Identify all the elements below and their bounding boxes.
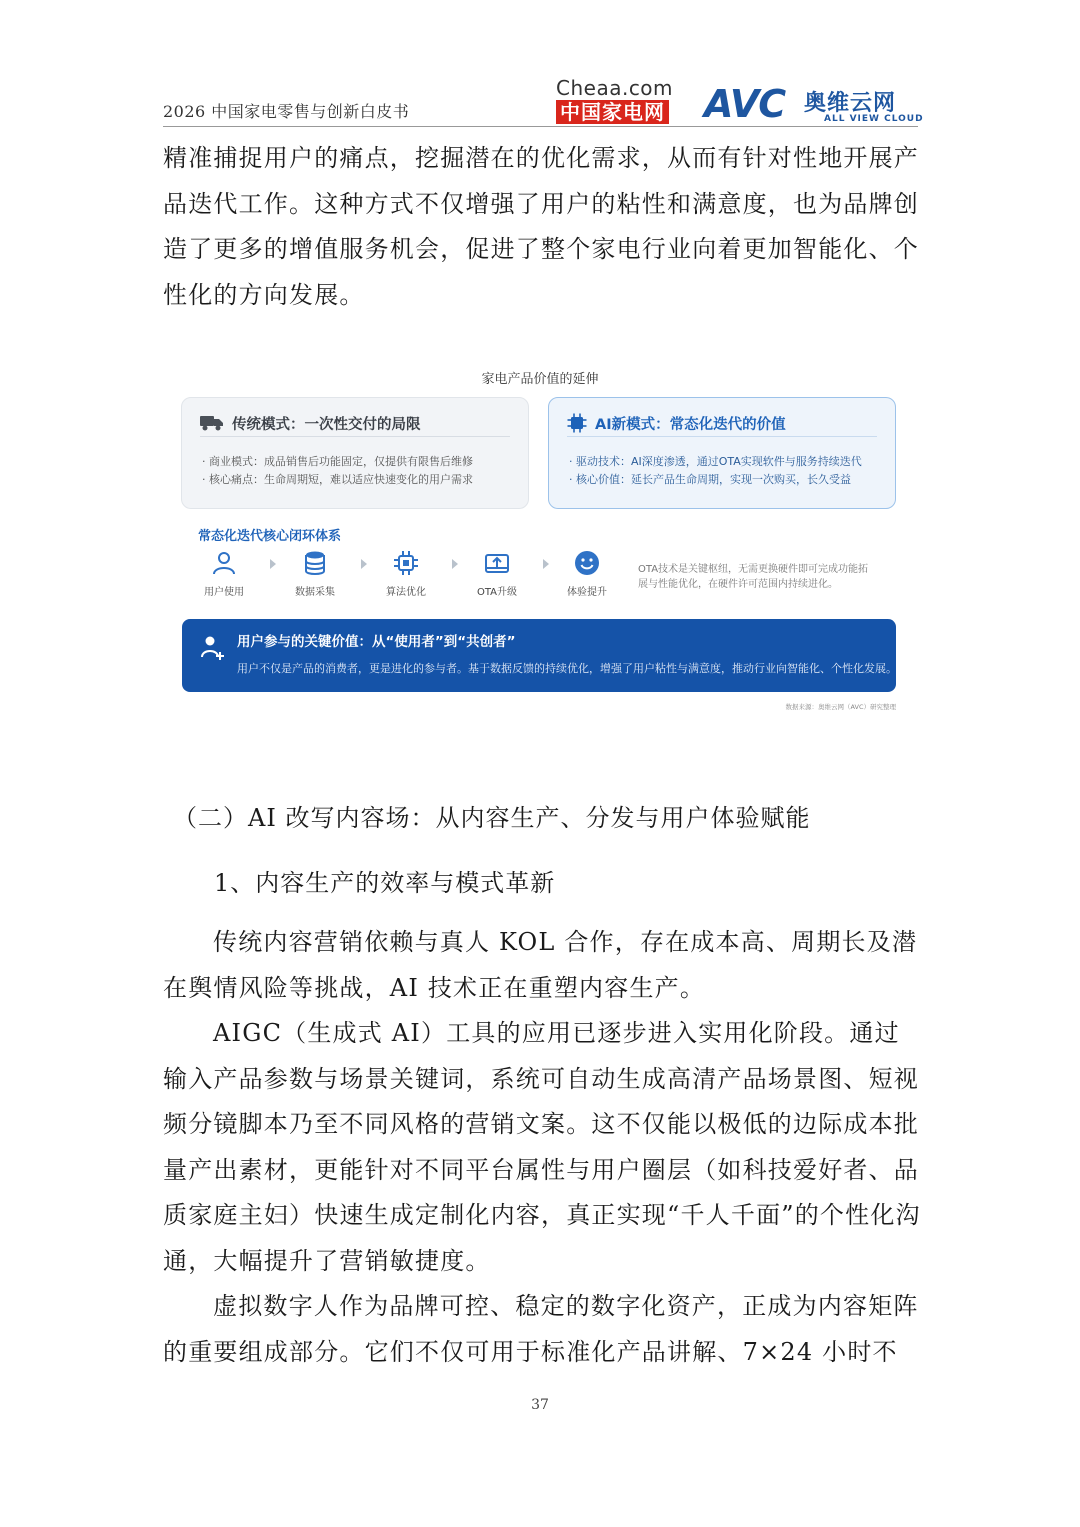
ai-mode-card bbox=[548, 397, 896, 509]
traditional-line: · 商业模式：成品销售后功能固定，仅提供有限售后维修 bbox=[202, 455, 473, 468]
loop-title: 常态化迭代核心闭环体系 bbox=[198, 529, 342, 544]
loop-step bbox=[371, 550, 441, 598]
card-divider bbox=[200, 436, 510, 437]
user-add-icon bbox=[200, 634, 226, 662]
arrow-right-icon bbox=[543, 559, 549, 569]
traditional-mode-title: 传统模式：一次性交付的局限 bbox=[232, 416, 421, 433]
loop-step bbox=[189, 550, 259, 598]
chip-icon bbox=[393, 550, 419, 576]
loop-step-label: 算法优化 bbox=[386, 587, 426, 598]
cheaa-logo-en: Cheaa.com bbox=[556, 76, 674, 100]
truck-icon bbox=[200, 414, 224, 432]
loop-step bbox=[280, 550, 350, 598]
database-icon bbox=[302, 550, 328, 576]
figure-source: 数据来源：奥维云网（AVC）研究整理 bbox=[785, 703, 896, 711]
avc-logo-cn: 奥维云网 bbox=[804, 91, 897, 116]
header-divider bbox=[163, 126, 918, 127]
section-heading: （二）AI 改写内容场：从内容生产、分发与用户体验赋能 bbox=[173, 804, 811, 832]
ai-mode-line: · 驱动技术：AI深度渗透，通过OTA实现软件与服务持续迭代 bbox=[569, 455, 862, 468]
loop-step-label: 体验提升 bbox=[567, 587, 607, 598]
page-number: 37 bbox=[531, 1397, 549, 1413]
avc-logo-mark: AVC bbox=[704, 82, 786, 126]
loop-step bbox=[462, 550, 532, 598]
cheaa-logo-cn: 中国家电网 bbox=[556, 100, 669, 124]
body-paragraph: 虚拟数字人作为品牌可控、稳定的数字化资产，正成为内容矩阵的重要组成部分。它们不仅可用于标准化产品讲解、7×24 小时不 bbox=[163, 1292, 919, 1366]
ai-mode-line: · 核心价值：延长产品生命周期，实现一次购买，长久受益 bbox=[569, 473, 851, 486]
card-divider bbox=[567, 436, 877, 437]
loop-step-label: 用户使用 bbox=[204, 587, 244, 598]
ai-mode-title: AI新模式：常态化迭代的价值 bbox=[595, 416, 786, 433]
subsection-heading: 1、内容生产的效率与模式革新 bbox=[214, 869, 556, 897]
figure-title: 家电产品价值的延伸 bbox=[481, 372, 599, 387]
arrow-right-icon bbox=[270, 559, 276, 569]
user-icon bbox=[211, 550, 237, 576]
loop-step-label: 数据采集 bbox=[295, 587, 335, 598]
avc-logo bbox=[704, 84, 924, 128]
upload-icon bbox=[484, 550, 510, 576]
ota-note: OTA技术是关键枢纽，无需更换硬件即可完成功能拓展与性能优化，在硬件许可范围内持续进化。 bbox=[638, 564, 869, 590]
loop-step bbox=[552, 550, 622, 598]
body-paragraph: AIGC（生成式 AI）工具的应用已逐步进入实用化阶段。通过输入产品参数与场景关键词，系统可自动生成高清产品场景图、短视频分镜脚本乃至不同风格的营销文案。这不仅能以极低的边际成本批量产出素材，更能针对不同平台属性与用户圈层（如科技爱好者、品质家庭主妇）快速生成定制化内容，真正实现“千人千面”的个性化沟通，大幅提升了营销敏捷度。 bbox=[163, 1019, 921, 1275]
banner-text: 用户不仅是产品的消费者，更是进化的参与者。基于数据反馈的持续优化，增强了用户粘性与满意度，推动行业向智能化、个性化发展。 bbox=[237, 662, 897, 675]
avc-logo-en: ALL VIEW CLOUD bbox=[824, 114, 924, 124]
intro-paragraph: 精准捕捉用户的痛点，挖掘潜在的优化需求，从而有针对性地开展产品迭代工作。这种方式不仅增强了用户的粘性和满意度，也为品牌创造了更多的增值服务机会，促进了整个家电行业向着更加智能化、个性化的方向发展。 bbox=[163, 144, 919, 309]
arrow-right-icon bbox=[452, 559, 458, 569]
smile-icon bbox=[574, 550, 600, 576]
banner-title: 用户参与的关键价值：从“使用者”到“共创者” bbox=[237, 634, 516, 650]
arrow-right-icon bbox=[361, 559, 367, 569]
traditional-line: · 核心痛点：生命周期短，难以适应快速变化的用户需求 bbox=[202, 473, 473, 486]
body-paragraph: 传统内容营销依赖与真人 KOL 合作，存在成本高、周期长及潜在舆情风险等挑战，AI 技术正在重塑内容生产。 bbox=[163, 928, 918, 1002]
traditional-mode-card bbox=[181, 397, 529, 509]
chip-icon bbox=[567, 413, 587, 433]
user-value-banner bbox=[182, 619, 896, 692]
document-title: 2026 中国家电零售与创新白皮书 bbox=[163, 102, 410, 121]
loop-step-label: OTA升级 bbox=[476, 587, 518, 598]
cheaa-logo bbox=[556, 78, 686, 124]
